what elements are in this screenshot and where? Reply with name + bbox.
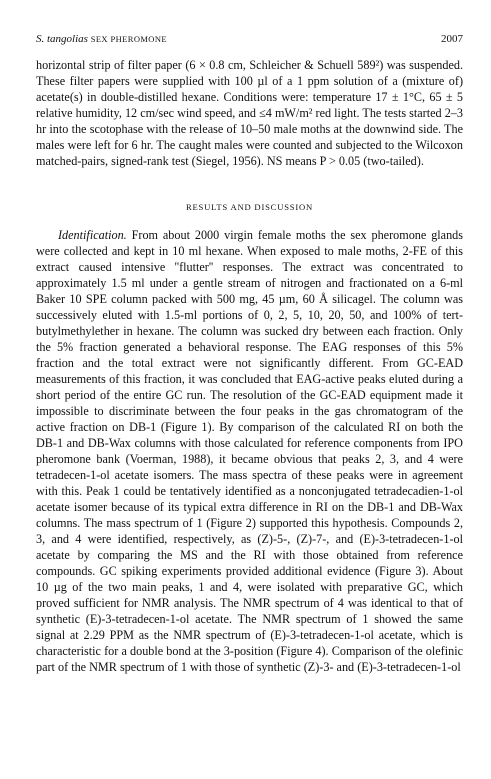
journal-page (36, 33, 463, 675)
running-title-text: SEX PHEROMONE (90, 34, 167, 44)
section-title: RESULTS AND DISCUSSION (185, 202, 314, 212)
running-title (36, 33, 167, 46)
results-paragraph (36, 227, 463, 675)
run-in-heading: Identification. (58, 228, 127, 242)
species-name: S. tangolias (36, 33, 88, 45)
page-number: 2007 (441, 33, 463, 45)
results-text: From about 2000 virgin female moths the sex pheromone glands were collected and kept in 10 ml hexane. When exposed to male moths, 2-FE of this extract caused intensive ''flutter'' responses. The extract was concentrated to approximately 1.5 ml under a gentle stream of nitrogen and fractionated on a 6-ml Baker 10 SPE column packed with 500 mg, 45 µm, 60 Å silicagel. The column was successively eluted with 1.5-ml portions of 0, 2, 5, 10, 20, 50, and 100% of tert-butylmethylether in hexane. The column was sucked dry between each fraction. Only the 5% fraction generated a behavioral response. The EAG responses of this 5% fraction and the total extract were not significantly different. From GC-EAD measurements of this fraction, it was concluded that EAG-active peaks eluted during a short period of the entire GC run. The resolution of the GC-EAD equipment made it impossible to discriminate between the four peaks in the gas chromatogram of the active fraction on DB-1 (Figure 1). By comparison of the calculated RI on both the DB-1 and DB-Wax columns with those calculated for reference components from IPO pheromone bank (Voerman, 1988), it became obvious that peaks 2, 3, and 4 were tetradecen-1-ol acetate isomers. The mass spectra of these peaks were in agreement with this. Peak 1 could be tentatively identified as a nonconjugated tetradecadien-1-ol acetate isomer because of its typical extra difference in RI on the DB-1 and DB-Wax columns. The mass spectrum of 1 (Figure 2) supported this hypothesis. Compounds 2, 3, and 4 were identified, respectively, as (Z)-5-, (Z)-7-, and (E)-3-tetradecen-1-ol acetate by comparing the MS and the RI with those obtained from reference compounds. GC spiking experiments provided additional evidence (Figure 3). About 10 µg of the two main peaks, 1 and 4, were isolated with preparative GC, which proved sufficient for NMR analysis. The NMR spectrum of 4 was identical to that of synthetic (E)-3-tetradecen-1-ol acetate. The NMR spectrum of 1 showed the same signal at 2.29 PPM as the NMR spectrum of (E)-3-tetradecen-1-ol acetate, which is characteristic for a double bond at the 3-position (Figure 4). Comparison of the olefinic part of the NMR spectrum of 1 with those of synthetic (Z)-3- and (E)-3-tetradecen-1-ol (36, 228, 464, 674)
running-header (36, 33, 463, 46)
methods-paragraph: horizontal strip of filter paper (6 × 0.8 cm, Schleicher & Schuell 589²) was suspended. These filter papers were supplied with 100 µl of a 1 ppm solution of a (mixture of) acetate(s) in double-distilled hexane. Conditions were: temperature 17 ± 1°C, 65 ± 5 relative humidity, 12 cm/sec wind speed, and ≤4 mW/m² red light. The tests started 2–3 hr into the scotophase with the release of 10–50 male moths at the downwind side. The males were left for 6 hr. The caught males were counted and subjected to the Wilcoxon matched-pairs, signed-rank test (Siegel, 1956). NS means P > 0.05 (two-tailed). (36, 58, 463, 168)
